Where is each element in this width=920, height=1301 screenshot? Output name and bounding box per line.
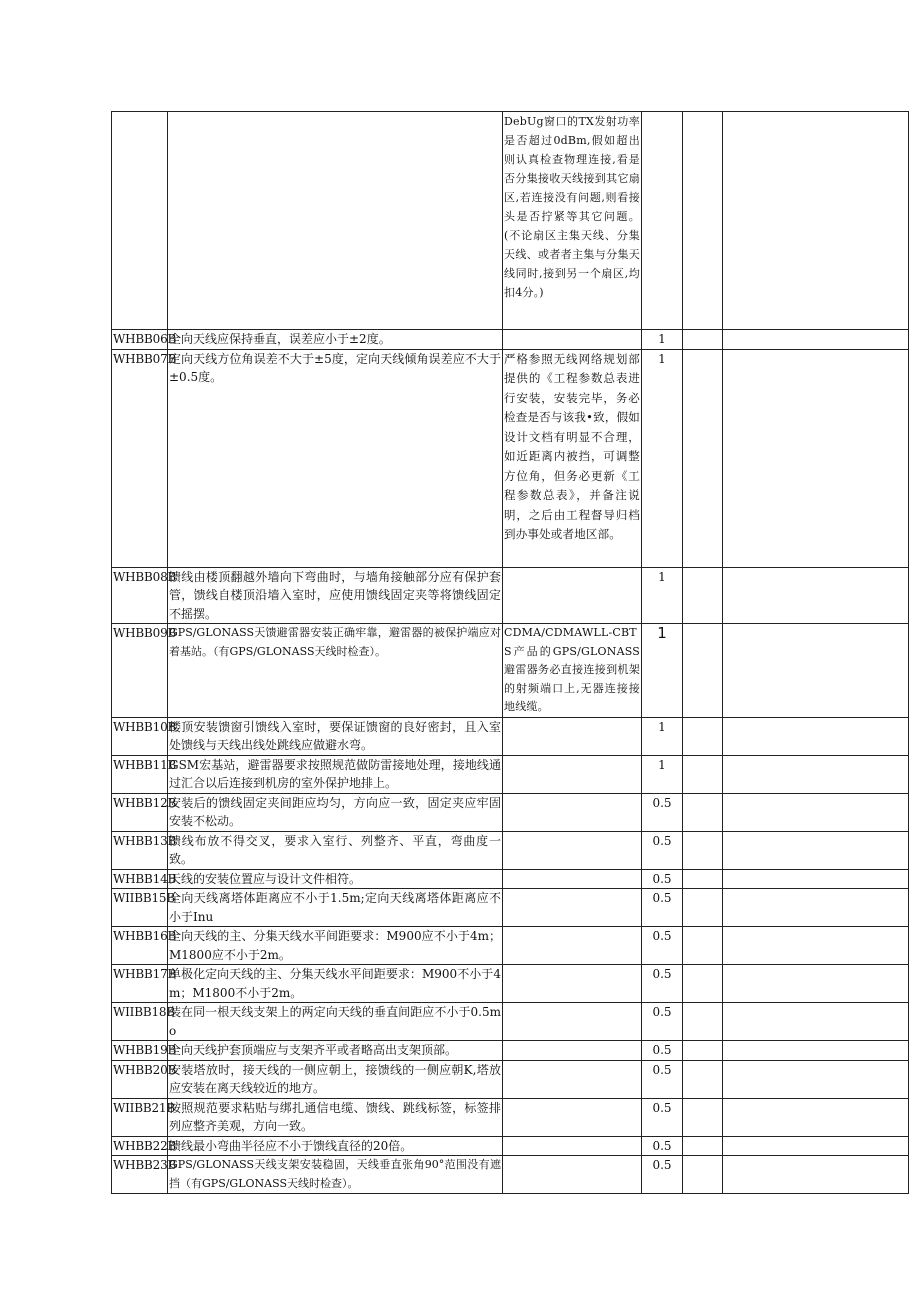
item-note xyxy=(503,567,642,624)
blank-cell xyxy=(683,1041,723,1061)
blank-cell xyxy=(683,330,723,350)
item-description: 按照规范要求粘贴与绑扎通信电缆、馈线、跳线标签，标签排列应整齐美观，方向一致。 xyxy=(168,1098,503,1136)
item-code: WHBB19B xyxy=(112,1041,168,1061)
table-row xyxy=(112,112,909,330)
remarks-cell xyxy=(723,1041,909,1061)
item-score: 0.5 xyxy=(642,965,683,1003)
remarks-cell xyxy=(723,1098,909,1136)
table-row xyxy=(112,1156,909,1194)
table-row xyxy=(112,927,909,965)
blank-cell xyxy=(683,1098,723,1136)
blank-cell xyxy=(683,965,723,1003)
item-code: WHBB16B xyxy=(112,927,168,965)
item-description: 装在同一根天线支架上的两定向天线的垂直间距应不小于0.5mo xyxy=(168,1003,503,1041)
item-code xyxy=(112,112,168,330)
blank-cell xyxy=(683,1003,723,1041)
item-description: GPS/GLONASS天线支架安装稳固，天线垂直张角90°范围没有遮挡（有GPS/GLONASS天线时检查）。 xyxy=(168,1156,503,1194)
item-code: WHBB13B xyxy=(112,831,168,869)
item-note xyxy=(503,330,642,350)
item-note: DebUg窗口的TX发射功率是否超过0dBm,假如超出则认真检查物理连接,看是否分集接收天线接到其它扇区,若连接没有问题,则看接头是否拧紧等其它问题。(不论扇区主集天线、分集天线、或者者主集与分集天线同时,接到另一个扇区,均扣4分。) xyxy=(503,112,642,330)
item-note xyxy=(503,1136,642,1156)
item-description xyxy=(168,112,503,330)
item-score: 0.5 xyxy=(642,1041,683,1061)
item-score: 0.5 xyxy=(642,889,683,927)
item-code: WHBB20B xyxy=(112,1060,168,1098)
remarks-cell xyxy=(723,624,909,718)
item-description: 单极化定向天线的主、分集天线水平间距要求：M900不小于4m；M1800不小于2m。 xyxy=(168,965,503,1003)
blank-cell xyxy=(683,1136,723,1156)
item-score: 0.5 xyxy=(642,831,683,869)
blank-cell xyxy=(683,1156,723,1194)
table-row xyxy=(112,1136,909,1156)
item-description: 定向天线方位角误差不大于±5度，定向天线倾角误差应不大于±0.5度。 xyxy=(168,349,503,567)
table-row xyxy=(112,330,909,350)
item-note xyxy=(503,1060,642,1098)
remarks-cell xyxy=(723,927,909,965)
item-description: 天线的安装位置应与设计文件相符。 xyxy=(168,869,503,889)
table-row xyxy=(112,1098,909,1136)
remarks-cell xyxy=(723,330,909,350)
item-code: WHBB10B xyxy=(112,717,168,755)
remarks-cell xyxy=(723,349,909,567)
item-score: 1 xyxy=(642,717,683,755)
item-code: WHBB12B xyxy=(112,793,168,831)
item-code: WHBB23B xyxy=(112,1156,168,1194)
blank-cell xyxy=(683,349,723,567)
table-row xyxy=(112,717,909,755)
remarks-cell xyxy=(723,1003,909,1041)
remarks-cell xyxy=(723,112,909,330)
item-code: WHBB14B xyxy=(112,869,168,889)
item-description: 安装后的馈线固定夹间距应均匀，方向应一致，固定夹应牢固安装不松动。 xyxy=(168,793,503,831)
item-note: 严格参照无线网络规划部提供的《工程参数总表进行安装，安装完毕，务必检查是否与该我•致，假如设计文档有明显不合理，如近距离内被挡，可调整方位角，但务必更新《工程参数总表》，并备注说明，之后由工程督导归档到办事处或者地区部。 xyxy=(503,349,642,567)
item-code: WHBB08B xyxy=(112,567,168,624)
item-description: 安装塔放时，接天线的一侧应朝上，接馈线的一侧应朝K,塔放应安装在离天线较近的地方。 xyxy=(168,1060,503,1098)
item-note xyxy=(503,755,642,793)
item-description: 馈线由楼顶翻越外墙向下弯曲时，与墙角接触部分应有保护套管，馈线自楼顶沿墙入室时，应使用馈线固定夹等将馈线固定不摇摆。 xyxy=(168,567,503,624)
item-score: 0.5 xyxy=(642,1003,683,1041)
item-code: WHBB06B xyxy=(112,330,168,350)
item-note xyxy=(503,965,642,1003)
item-description: GSM宏基站，避雷器要求按照规范做防雷接地处理，接地线通过汇合以后连接到机房的室外保护地排上。 xyxy=(168,755,503,793)
item-code: WHBB17B xyxy=(112,965,168,1003)
item-code: WHBB11B xyxy=(112,755,168,793)
item-score: 0.5 xyxy=(642,927,683,965)
blank-cell xyxy=(683,112,723,330)
remarks-cell xyxy=(723,755,909,793)
item-description: 全向天线应保持垂直，误差应小于±2度。 xyxy=(168,330,503,350)
remarks-cell xyxy=(723,869,909,889)
blank-cell xyxy=(683,755,723,793)
item-description: 全向天线的主、分集天线水平间距要求：M900应不小于4m；M1800应不小于2m。 xyxy=(168,927,503,965)
remarks-cell xyxy=(723,889,909,927)
item-note xyxy=(503,889,642,927)
item-description: GPS/GLONASS天馈避雷器安装正确牢靠，避雷器的被保护端应对着基站。（有GPS/GLONASS天线时检查）。 xyxy=(168,624,503,718)
item-note xyxy=(503,869,642,889)
item-description: 楼顶安装馈窗引馈线入室时，要保证馈窗的良好密封，且入室处馈线与天线出线处跳线应做避水弯。 xyxy=(168,717,503,755)
item-note: CDMA/CDMAWLL-CBTS产品的GPS/GLONASS避雷器务必直接连接到机架的射频端口上,无器连接接地线缆。 xyxy=(503,624,642,718)
remarks-cell xyxy=(723,1156,909,1194)
item-code: WIIBB21B xyxy=(112,1098,168,1136)
table-row xyxy=(112,831,909,869)
remarks-cell xyxy=(723,1136,909,1156)
item-score: 0.5 xyxy=(642,793,683,831)
item-note xyxy=(503,1156,642,1194)
table-row xyxy=(112,567,909,624)
item-score: 0.5 xyxy=(642,1156,683,1194)
item-note xyxy=(503,927,642,965)
item-description: 馈线最小弯曲半径应不小于馈线直径的20倍。 xyxy=(168,1136,503,1156)
remarks-cell xyxy=(723,831,909,869)
item-score: 0.5 xyxy=(642,1098,683,1136)
item-note xyxy=(503,793,642,831)
item-description: 全向天线护套顶端应与支架齐平或者略高出支架顶部。 xyxy=(168,1041,503,1061)
blank-cell xyxy=(683,927,723,965)
remarks-cell xyxy=(723,1060,909,1098)
item-score: 0.5 xyxy=(642,869,683,889)
remarks-cell xyxy=(723,965,909,1003)
inspection-table xyxy=(111,111,909,1194)
blank-cell xyxy=(683,793,723,831)
item-note xyxy=(503,1003,642,1041)
item-description: 全向天线离塔体距离应不小于1.5m;定向天线离塔体距离应不小于Inu xyxy=(168,889,503,927)
table-row xyxy=(112,793,909,831)
item-score: 1 xyxy=(642,349,683,567)
item-score: 1 xyxy=(642,330,683,350)
item-score: 1 xyxy=(642,755,683,793)
blank-cell xyxy=(683,624,723,718)
item-code: WIIBB18B xyxy=(112,1003,168,1041)
table-row xyxy=(112,1060,909,1098)
remarks-cell xyxy=(723,793,909,831)
item-code: WHBB09B xyxy=(112,624,168,718)
item-code: WHBB07B xyxy=(112,349,168,567)
remarks-cell xyxy=(723,717,909,755)
blank-cell xyxy=(683,1060,723,1098)
item-note xyxy=(503,1041,642,1061)
table-row xyxy=(112,755,909,793)
remarks-cell xyxy=(723,567,909,624)
item-score xyxy=(642,112,683,330)
item-note xyxy=(503,1098,642,1136)
item-code: WIIBB15B xyxy=(112,889,168,927)
table-row xyxy=(112,869,909,889)
blank-cell xyxy=(683,869,723,889)
table-row xyxy=(112,1041,909,1061)
item-score: 0.5 xyxy=(642,1060,683,1098)
blank-cell xyxy=(683,567,723,624)
item-note xyxy=(503,717,642,755)
table-row xyxy=(112,965,909,1003)
table-row xyxy=(112,889,909,927)
item-score: 0.5 xyxy=(642,1136,683,1156)
item-description: 馈线布放不得交叉，要求入室行、列整齐、平直，弯曲度一致。 xyxy=(168,831,503,869)
item-score: 1 xyxy=(642,567,683,624)
table-row xyxy=(112,624,909,718)
item-code: WHBB22B xyxy=(112,1136,168,1156)
table-row xyxy=(112,1003,909,1041)
item-note xyxy=(503,831,642,869)
blank-cell xyxy=(683,889,723,927)
blank-cell xyxy=(683,717,723,755)
item-score: 1 xyxy=(642,624,683,718)
blank-cell xyxy=(683,831,723,869)
table-row xyxy=(112,349,909,567)
